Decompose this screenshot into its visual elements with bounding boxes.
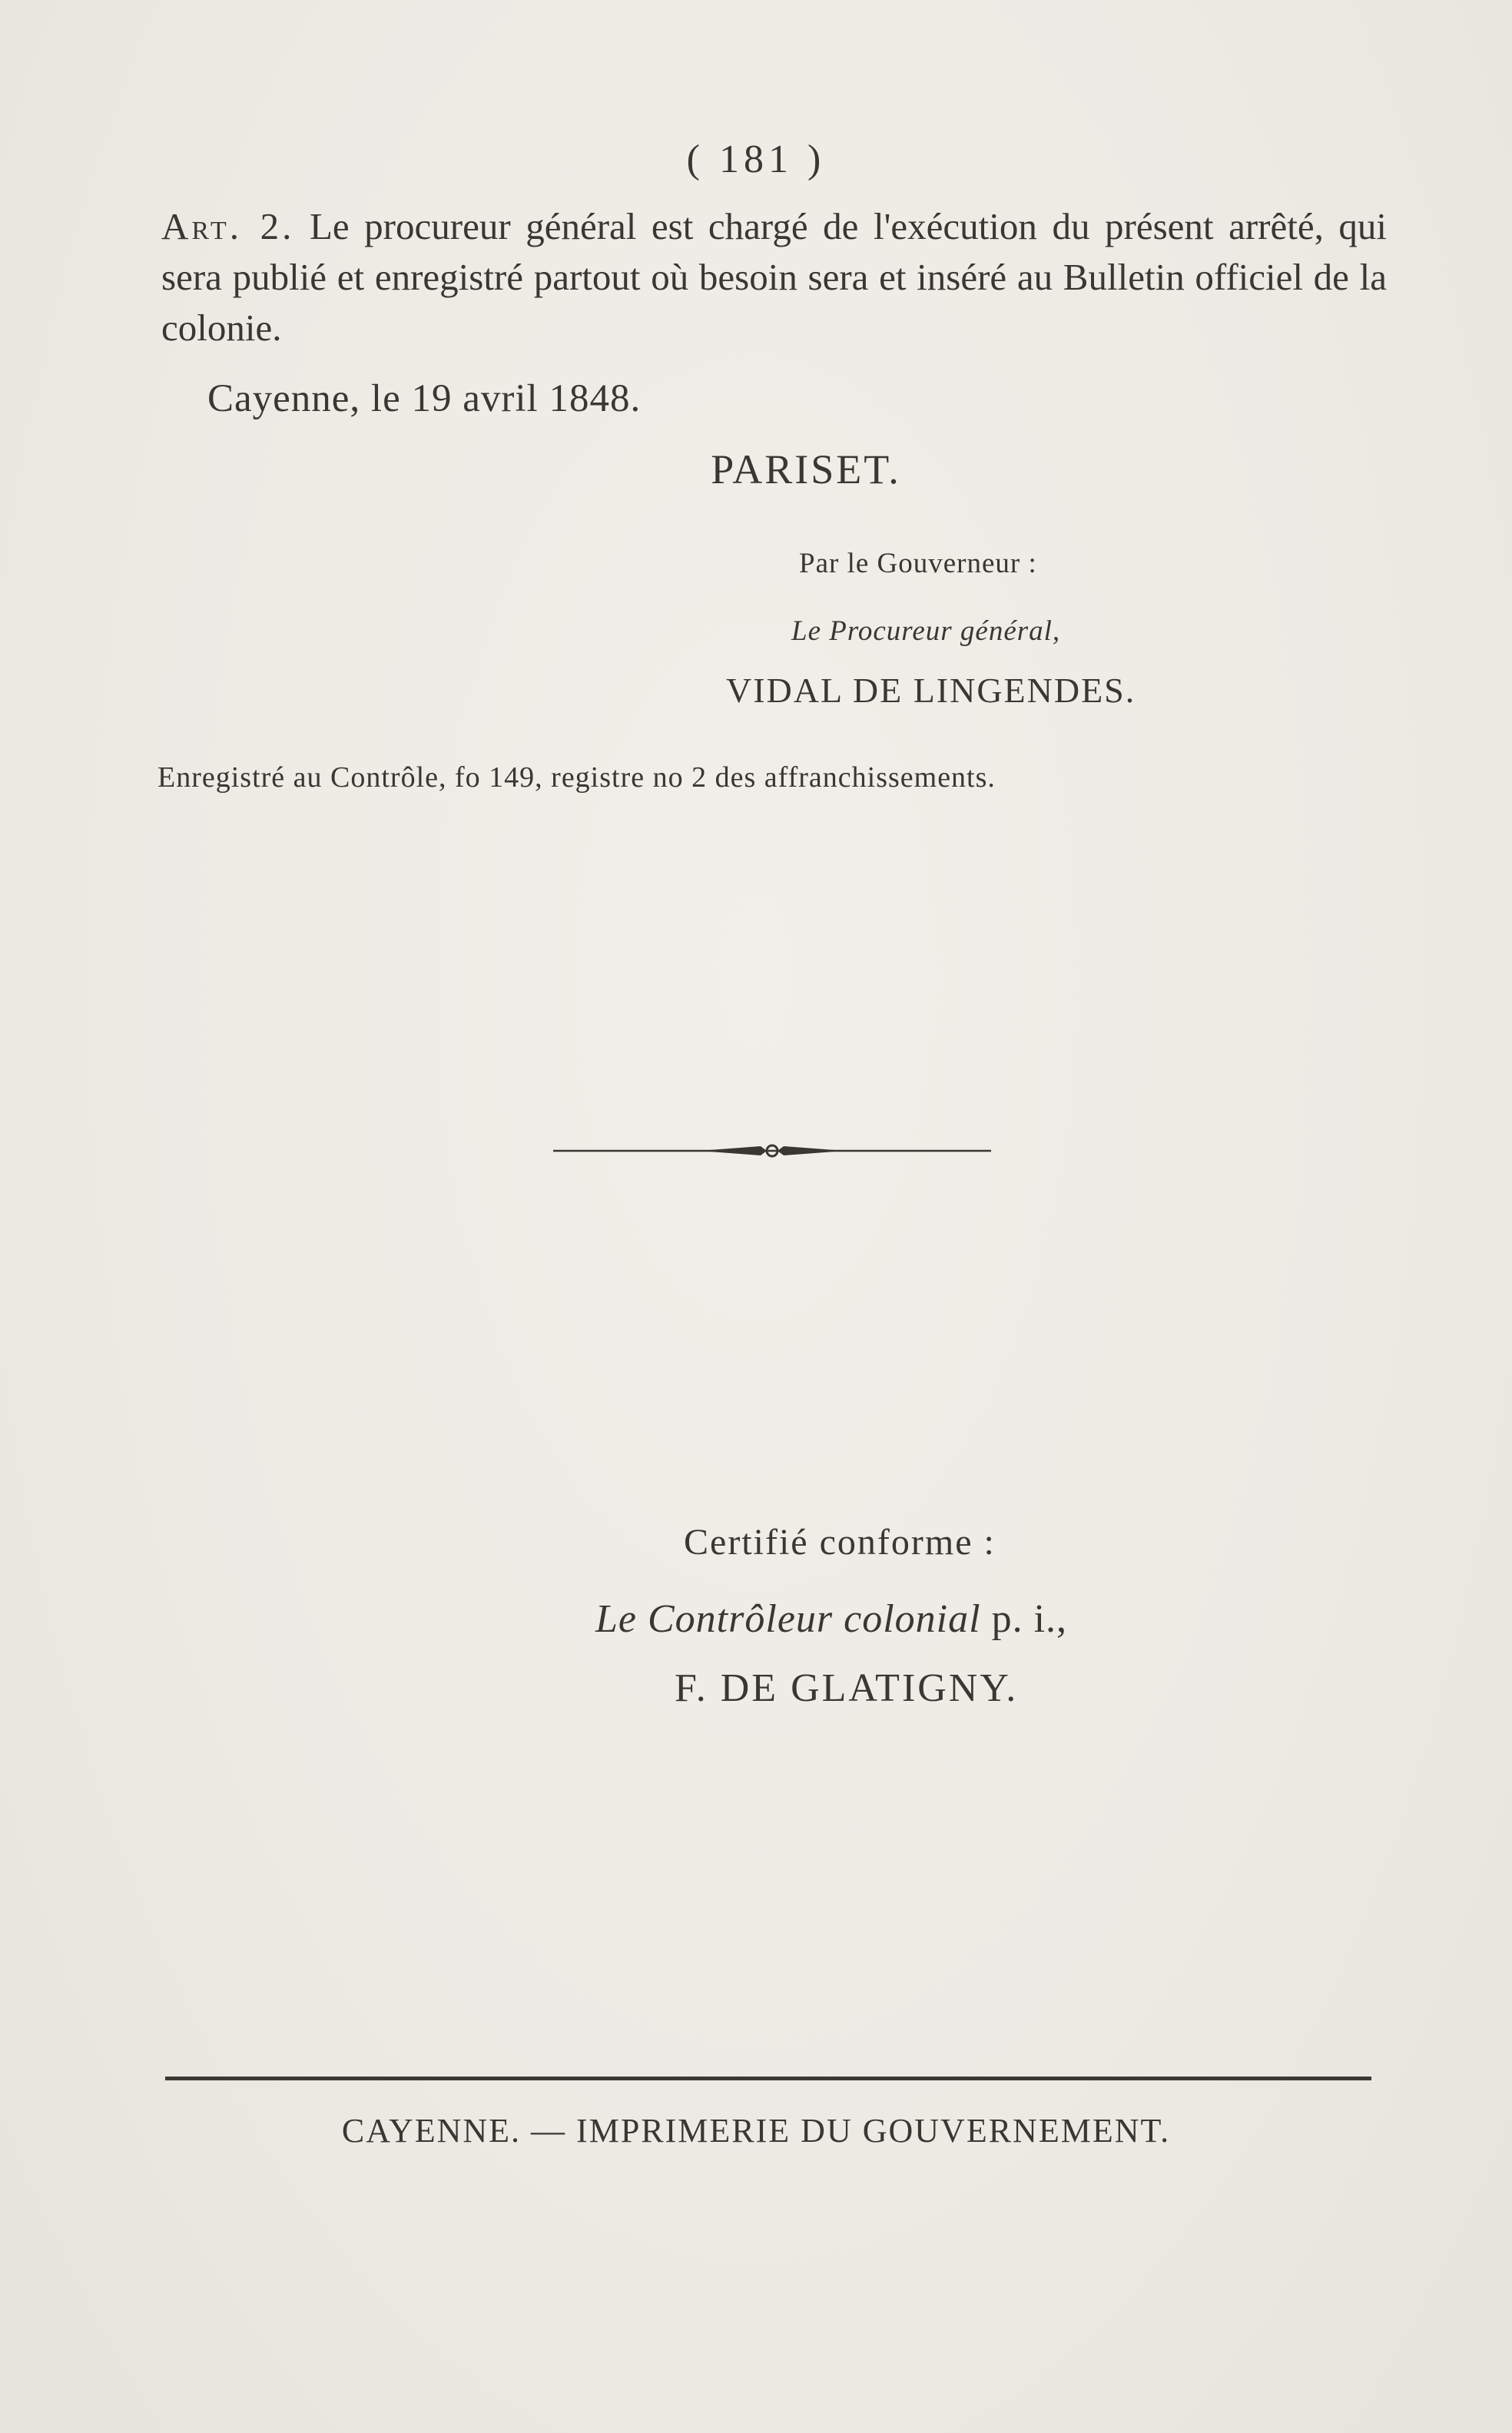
- article-text: Le procureur général est chargé de l'exécution du présent arrêté, qui sera publié et enregistré partout où besoin sera et inséré au Bulletin officiel de la colonie.: [161, 205, 1388, 349]
- printer-imprint: CAYENNE. — IMPRIMERIE DU GOUVERNEMENT.: [341, 2112, 1171, 2150]
- controller-title: Le Contrôleur colonial: [595, 1597, 981, 1641]
- footer-rule: [165, 2077, 1371, 2080]
- by-governor-line: Par le Gouverneur :: [799, 548, 1037, 579]
- prosecutor-title: Le Procureur général,: [791, 615, 1061, 647]
- controller-name: F. DE GLATIGNY.: [675, 1666, 1019, 1710]
- page-number: ( 181 ): [686, 138, 826, 181]
- article-paragraph: [161, 201, 1387, 353]
- article-label: Art. 2.: [161, 205, 295, 247]
- signatory-name: PARISET.: [711, 446, 901, 492]
- controller-line: [595, 1596, 1067, 1642]
- ornament-divider-icon: [553, 1137, 991, 1165]
- prosecutor-name: VIDAL DE LINGENDES.: [726, 671, 1136, 710]
- controller-suffix: p. i.,: [991, 1597, 1068, 1641]
- registration-note: Enregistré au Contrôle, fo 149, registre no 2 des affranchissements.: [158, 761, 996, 794]
- certified-line: Certifié conforme :: [684, 1522, 996, 1563]
- dateline: Cayenne, le 19 avril 1848.: [207, 377, 642, 420]
